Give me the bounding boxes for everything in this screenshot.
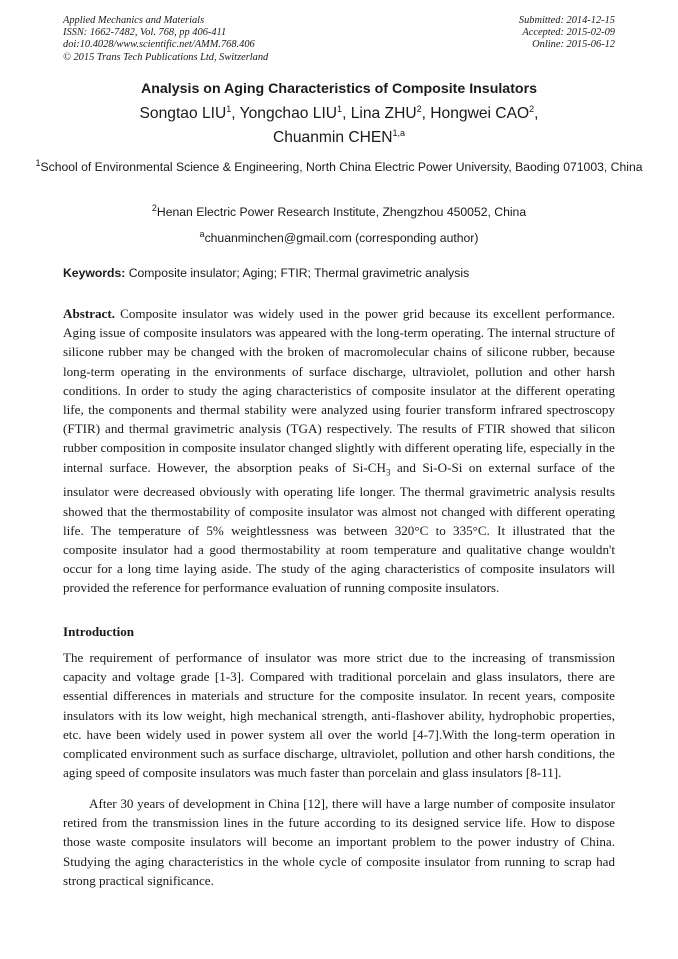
abstract: [63, 304, 615, 598]
author-name: Lina ZHU: [350, 105, 417, 122]
affiliation-2: [0, 202, 678, 222]
abstract-text: Composite insulator was widely used in the power grid because its excellent performance. Aging issue of composite insulators was appeared with the long-term operating. The internal structure of silicone rubber may be changed with the broken of macromolecular chains of silicone rubber, because long-term operating in the environments of surface discharge, ultraviolet, pollution and other harsh conditions. In order to study the aging characteristics of composite insulator at the different operating life, the components and thermal stability were analyzed using fourier transform infrared spectroscopy (FTIR) and thermal gravimetric analysis (TGA) respectively. The results of FTIR showed that silicon rubber composition in composite insulator changed slightly with different operating life, especially in the internal surface. However, the absorption peaks of Si-CH: [63, 306, 615, 475]
affiliation-1: [0, 157, 678, 177]
author-name: Chuanmin CHEN: [272, 129, 393, 146]
submitted-date: Submitted: 2014-12-15: [518, 15, 615, 26]
accepted-date: Accepted: 2015-02-09: [522, 27, 615, 39]
author-name: Hongwei CAO: [430, 105, 530, 122]
author-affiliation-mark: 1,a: [392, 127, 406, 138]
doi: doi:10.4028/www.scientific.net/AMM.768.406: [63, 39, 255, 51]
corresponding-email: [0, 228, 678, 248]
subscript: 3: [385, 467, 391, 478]
copyright: © 2015 Trans Tech Publications Ltd, Switzerland: [63, 51, 269, 63]
author-affiliation-mark: 1: [226, 103, 232, 114]
keywords-text: Composite insulator; Aging; FTIR; Thermal gravimetric analysis: [128, 266, 470, 280]
introduction-paragraph-2: After 30 years of development in China [12], there will have a large number of composite insulator retired from the transmission lines in the future according to its designed service life. How to dispose those waste composite insulators will become an important problem to the power industry of China. Studying the aging characteristics in the whole cycle of composite insulator from running to scrap had strong practical significance.: [63, 796, 615, 888]
author-affiliation-mark: 2: [416, 103, 422, 114]
email-text: chuanminchen@gmail.com (corresponding author): [204, 231, 479, 245]
affiliation-mark: 2: [151, 202, 157, 213]
author-name: Songtao LIU: [139, 105, 227, 122]
abstract-label: Abstract.: [63, 306, 115, 321]
keywords-label: Keywords:: [63, 266, 126, 280]
issn: ISSN: 1662-7482, Vol. 768, pp 406-411: [63, 27, 227, 39]
online-date: Online: 2015-06-12: [532, 39, 615, 51]
author-affiliation-mark: 1: [337, 103, 343, 114]
email-mark: a: [199, 228, 205, 239]
journal-name: Applied Mechanics and Materials: [63, 15, 205, 26]
publication-dates: [519, 15, 615, 52]
section-heading-introduction: Introduction: [63, 624, 135, 639]
affiliation-mark: 1: [35, 157, 41, 168]
keywords: [63, 266, 615, 280]
affiliation-text: Henan Electric Power Research Institute, Zhengzhou 450052, China: [156, 205, 527, 219]
paper-title: Analysis on Aging Characteristics of Composite Insulators: [140, 81, 538, 97]
author-list: Songtao LIU$^1$, Yongchao LIU$^1$, Lina ZHU$^2$, Hongwei CAO$^2$, Chuanmin CHEN$^{1,a}$: [139, 103, 539, 146]
abstract-text-continued: and Si-O-Si on external surface of the insulator were decreased obviously with operating life longer. The thermal gravimetric analysis results showed that the thermostability of composite insulator was almost not changed with different operating life. The temperature of 5% weightlessness was between 320°C to 335°C. It illustrated that the composite insulator had a good thermostability at room temperature and qualitative change wouldn't occur for a long time laying aside. The study of the aging characteristics of composite insulators will provided the reference for performance evaluation of running composite insulators.: [63, 459, 615, 596]
journal-info: [63, 15, 268, 64]
affiliation-text: School of Environmental Science & Engineering, North China Electric Power University, Baoding 071003, China: [40, 160, 643, 174]
author-name: Yongchao LIU: [239, 105, 338, 122]
introduction-paragraph-1: The requirement of performance of insulator was more strict due to the increasing of transmission capacity and voltage grade [1-3]. Compared with traditional porcelain and glass insulators, there are essential differences in materials and structure for the composite insulator. In recent years, composite insulators with its low weight, high mechanical strength, anti-flashover ability, hydrophobic properties, etc. have been widely used in power system all over the world [4-7].With the long-term operation in complicated environment such as surface discharge, ultraviolet, pollution and other harsh conditions, the aging speed of composite insulators was much faster than porcelain and glass insulators [8-11].: [63, 650, 615, 781]
author-affiliation-mark: 2: [529, 103, 535, 114]
